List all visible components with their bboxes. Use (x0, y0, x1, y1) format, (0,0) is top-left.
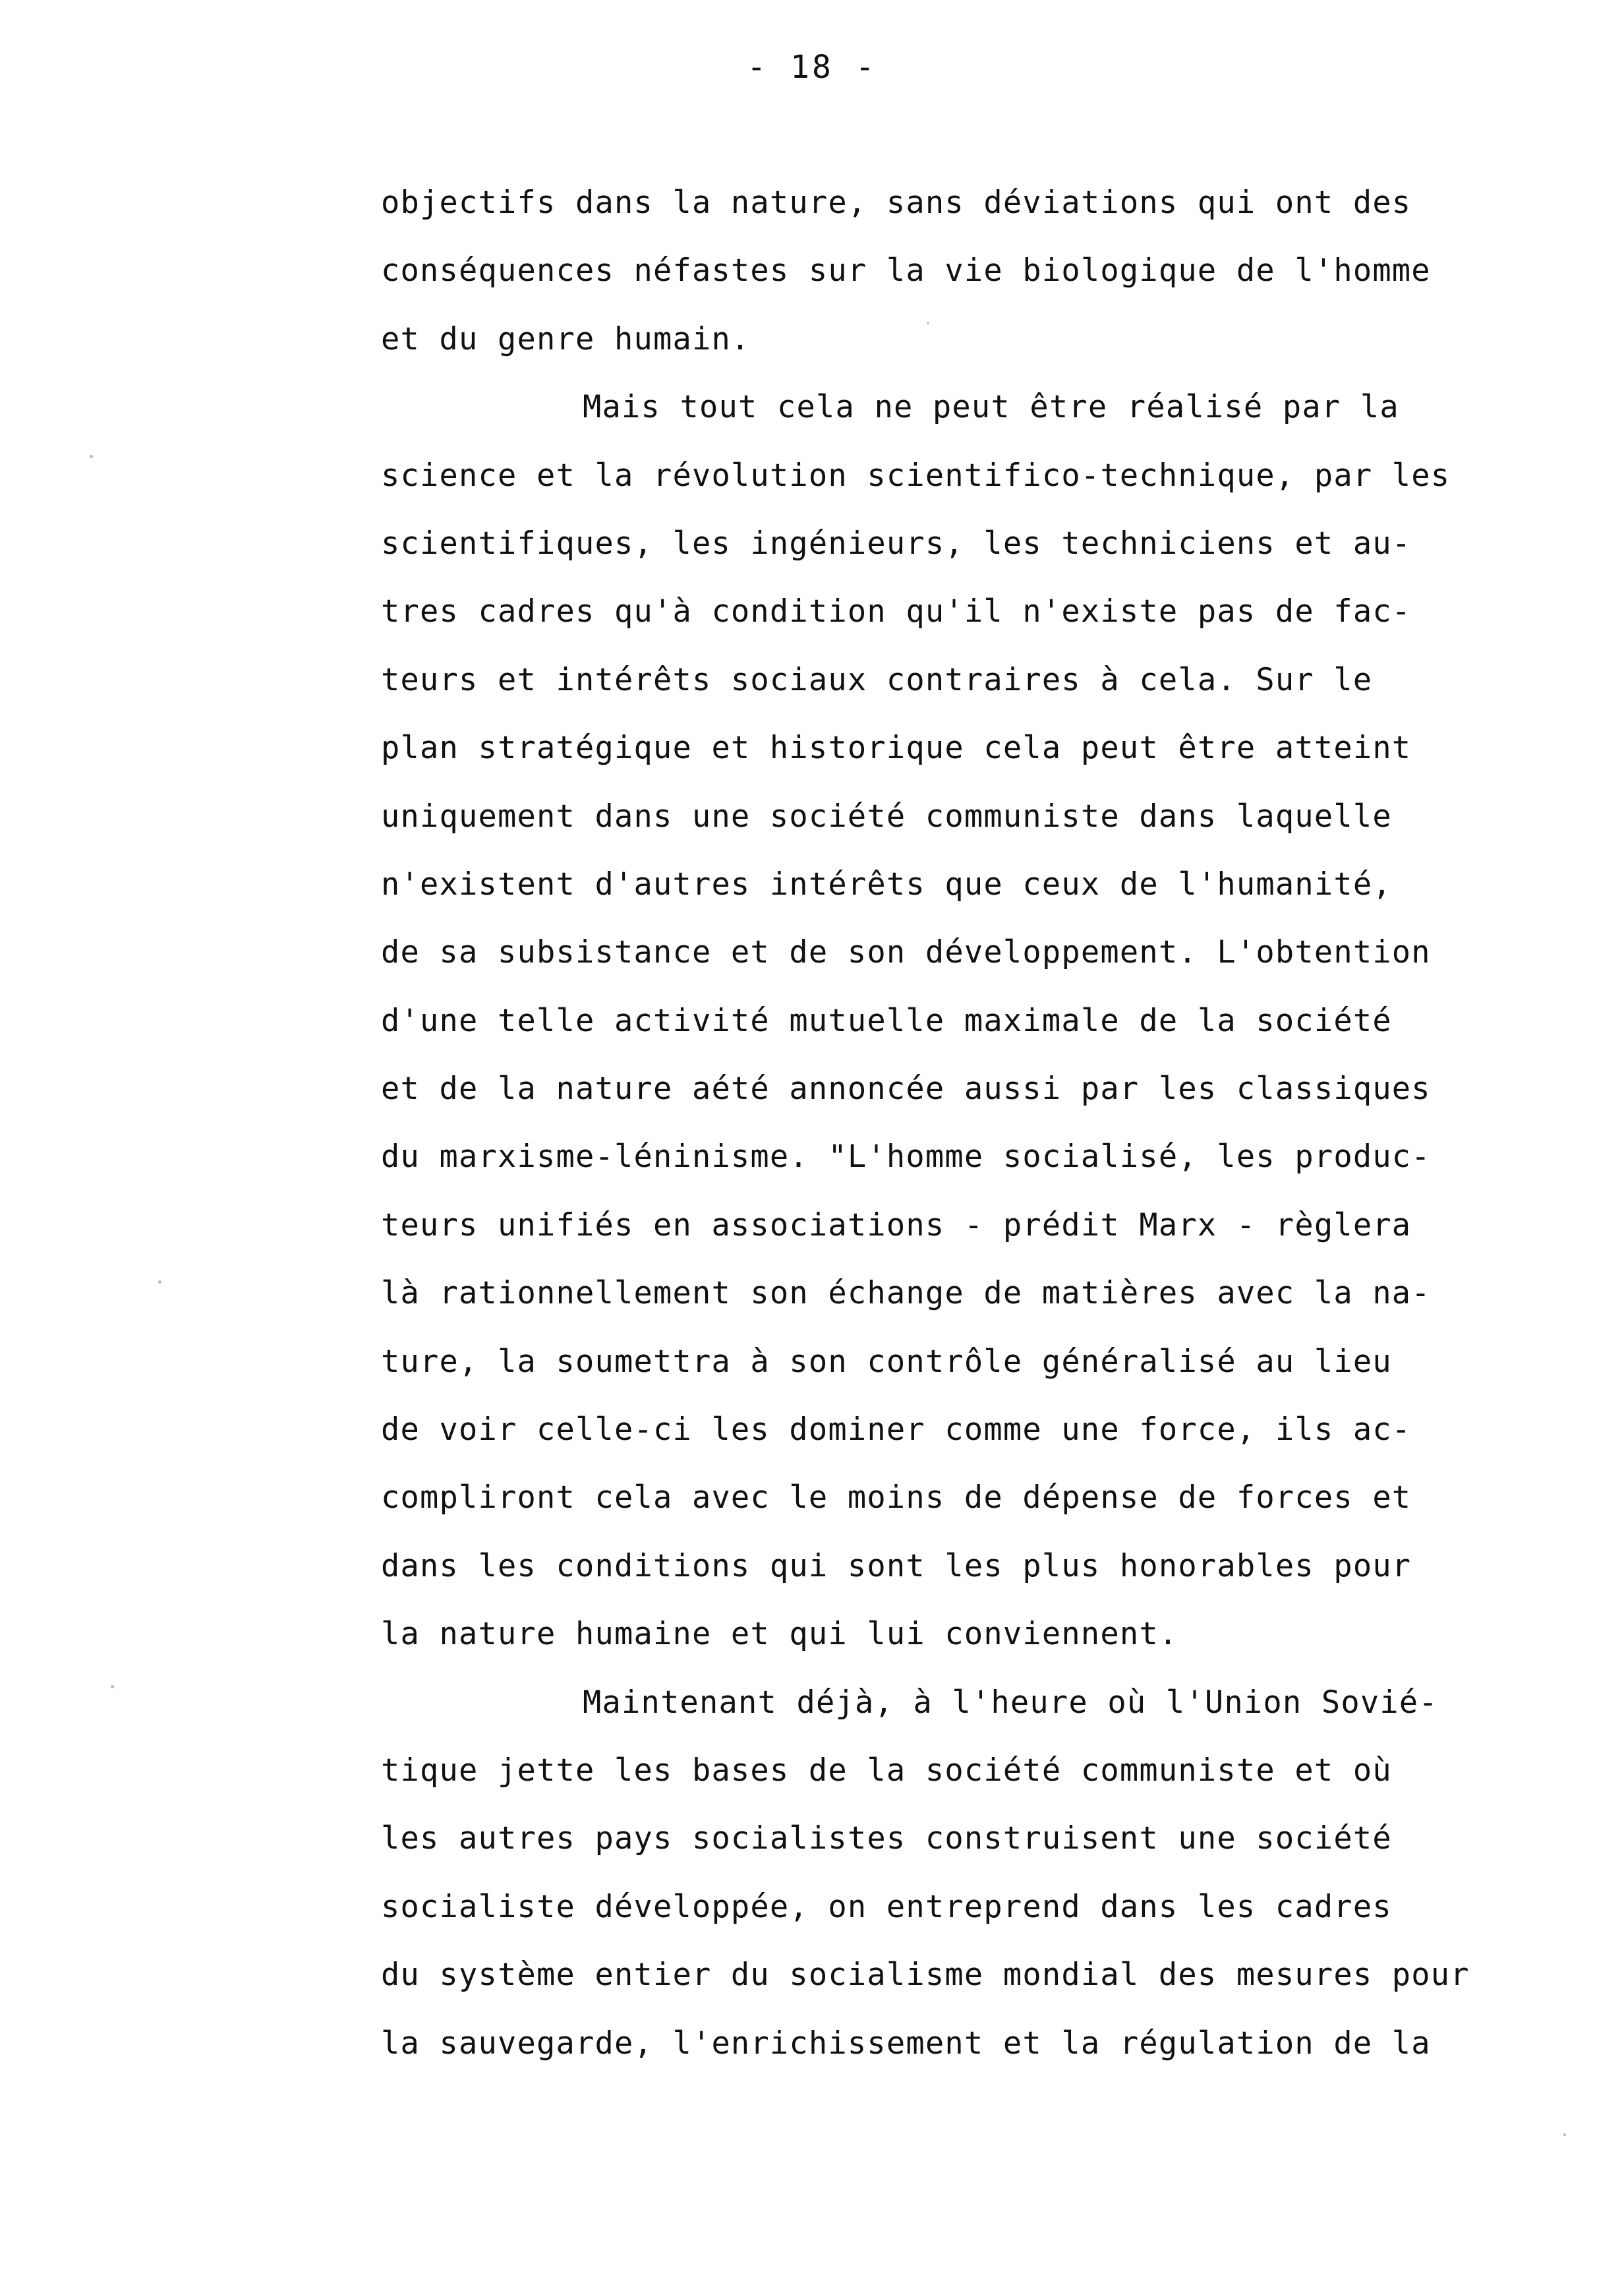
scan-speck (158, 1280, 161, 1284)
text-line: ture, la soumettra à son contrôle généralisé au lieu (381, 1343, 1392, 1380)
text-line: la sauvegarde, l'enrichissement et la régulation de la (381, 2025, 1431, 2062)
text-line: dans les conditions qui sont les plus honorables pour (381, 1547, 1412, 1584)
text-line: teurs et intérêts sociaux contraires à cela. Sur le (381, 661, 1373, 698)
text-line: et du genre humain. (381, 320, 751, 357)
text-line: les autres pays socialistes construisent une société (381, 1820, 1392, 1857)
scan-speck (90, 455, 93, 458)
text-line: teurs unifiés en associations - prédit Marx - règlera (381, 1206, 1412, 1243)
text-line: d'une telle activité mutuelle maximale de la société (381, 1002, 1392, 1039)
scan-speck (927, 322, 929, 324)
text-line: science et la révolution scientifico-technique, par les (381, 457, 1451, 494)
text-line: là rationnellement son échange de matières avec la na- (381, 1275, 1431, 1312)
text-line: plan stratégique et historique cela peut être atteint (381, 730, 1412, 767)
scan-speck (1563, 2133, 1566, 2136)
paragraph-start-line: Mais tout cela ne peut être réalisé par la (583, 389, 1399, 426)
text-line: compliront cela avec le moins de dépense de forces et (381, 1479, 1412, 1516)
text-line: objectifs dans la nature, sans déviations qui ont des (381, 185, 1412, 221)
text-line: tique jette les bases de la société communiste et où (381, 1752, 1392, 1789)
text-line: de sa subsistance et de son développement. L'obtention (381, 934, 1431, 971)
text-line: socialiste développée, on entreprend dans les cadres (381, 1888, 1392, 1925)
text-line: la nature humaine et qui lui conviennent. (381, 1616, 1178, 1653)
text-line: tres cadres qu'à condition qu'il n'existe pas de fac- (381, 593, 1412, 630)
text-line: du marxisme-léninisme. "L'homme socialisé, les produc- (381, 1139, 1431, 1175)
text-line: scientifiques, les ingénieurs, les techniciens et au- (381, 525, 1412, 562)
paragraph-start-line: Maintenant déjà, à l'heure où l'Union Sovié- (583, 1684, 1438, 1721)
text-line: du système entier du socialisme mondial des mesures pour (381, 1957, 1470, 1994)
body-text (381, 169, 1554, 2077)
scan-speck (111, 1685, 114, 1688)
text-line: conséquences néfastes sur la vie biologique de l'homme (381, 253, 1431, 289)
text-line: et de la nature aété annoncée aussi par les classiques (381, 1071, 1431, 1108)
page-number: - 18 - (747, 49, 877, 86)
text-line: n'existent d'autres intérêts que ceux de l'humanité, (381, 866, 1392, 903)
text-line: uniquement dans une société communiste dans laquelle (381, 798, 1392, 835)
text-line: de voir celle-ci les dominer comme une force, ils ac- (381, 1412, 1412, 1448)
